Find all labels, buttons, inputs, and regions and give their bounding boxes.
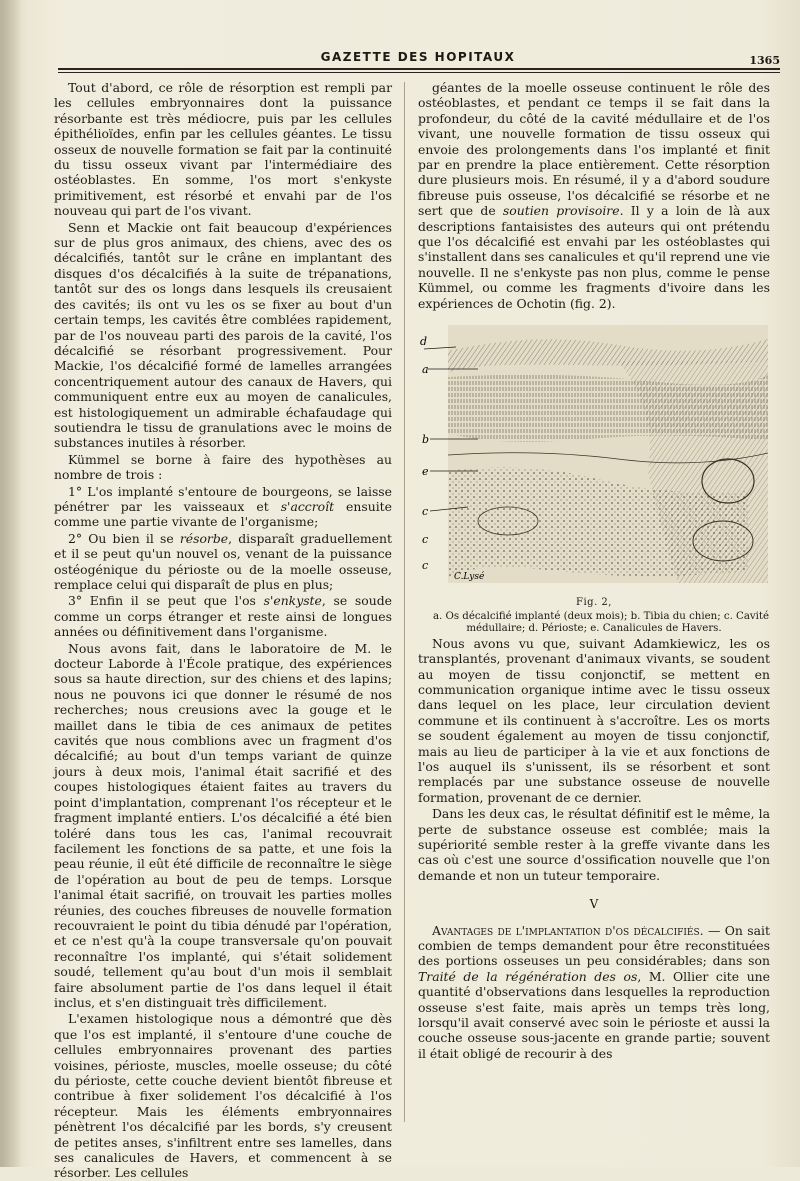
text-run: , se soude comme un corps étranger et reste ainsi de longues années ou définitivement dans l'organisme. (54, 593, 392, 640)
paragraph: L'examen histologique nous a démontré que dès que l'os est implanté, il s'entoure d'une couche de cellules embryonnaires provenant des parties voisines, périoste, muscles, moelle osseuse; du côté du périoste, cette couche devient bientôt fibreuse et contribue à fixer solidement l'os décalcifié à l'os récepteur. Mais les éléments embryonnaires pénètrent l'os décalcifié par les bords, s'y creusent de petites anses, s'infiltrent entre ses lamelles, dans ses canalicules de Havers, et commencent à se résorber. Les cellules (54, 1011, 392, 1181)
text-run: 1° L'os implanté s'entoure de bourgeons, se laisse pénétrer par les vaisseaux et (54, 483, 392, 514)
paragraph: Nous avons vu que, suivant Adamkiewicz, les os transplantés, provenant d'animaux vivants, se soudent au moyen de tissu conjonctif, se mettent en communication organique intime avec le tissu osseux dans lequel on les place, leur circulation devient commune et ils continuent à s'accroître. Les os morts se soudent également au moyen de tissu conjonctif, mais au lieu de participer à la vie et aux fonctions de l'os auquel ils s'unissent, ils se résorbent et sont remplacés par une substance osseuse de nouvelle formation, provenant de ce dernier. (418, 635, 770, 805)
running-title: GAZETTE DES HOPITAUX (320, 50, 516, 64)
engraver-signature: C.Lysé (454, 572, 485, 583)
histology-engraving (418, 321, 770, 589)
text-run: 2° Ou bien il se (68, 530, 180, 546)
figure-2 (418, 321, 770, 636)
binding-shadow (0, 0, 22, 1167)
emphasis: soutien provisoire (502, 203, 620, 219)
label-d: d (420, 335, 428, 349)
header-rule-thin (58, 72, 780, 73)
emphasis: résorbe (179, 530, 229, 546)
label-b: b (422, 433, 430, 447)
figure-caption: a. Os décalcifié implanté (deux mois); b. Tibia du chien; c. Cavité médullaire; d. Périoste; e. Canalicules de Havers. (432, 610, 770, 635)
list-item (54, 531, 392, 593)
paragraph: Senn et Mackie ont fait beaucoup d'expériences sur de plus gros animaux, des chiens, avec des os décalcifiés, tantôt sur le crâne en implantant des disques d'os décalcifiés à la suite de trépanations, tantôt sur des os longs dans lesquels ils creusaient des cavités; ils ont vu les os se fixer au bout d'un certain temps, les cavités être comblées rapidement, par de l'os nouveau parti des parois de la cavité, l'os décalcifié se résorbant progressivement. Pour Mackie, l'os décalcifié formé de lamelles arrangées concentriquement autour des canaux de Havers, qui communiquent entre eux au moyen de canalicules, est histologiquement un admirable échafaudage qui soutiendra le tissu de granulations avec le moins de substances inutiles à résorber. (54, 219, 392, 451)
text-run: 3° Enfin il se peut que l'os (68, 593, 264, 609)
page-number: 1365 (749, 54, 780, 67)
figure-title: Fig. 2, (576, 597, 612, 609)
section-heading: Avantages de l'implantation d'os décalcifiés. (432, 922, 704, 938)
paragraph: Kümmel se borne à faire des hypothèses au nombre de trois : (54, 451, 392, 483)
list-item (54, 593, 392, 639)
text-run: — On sait combien de temps demandent pour être reconstituées des portions osseuses un peu considérables; dans son (418, 922, 770, 969)
paragraph: Nous avons fait, dans le laboratoire de M. le docteur Laborde à l'École pratique, des expériences sous sa haute direction, sur des chiens et des lapins; nous ne pouvons ici que donner le résumé de nos recherches; nous creusions avec la gouge et le maillet dans le tibia de ces animaux de petites cavités que nous comblions avec un fragment d'os décalcifié; au bout d'un temps variant de quinze jours à deux mois, l'animal était sacrifié et des coupes histologiques étaient faites au travers du point d'implantation, comprenant l'os récepteur et le fragment implanté entiers. L'os décalcifié a été bien toléré dans tous les cas, l'animal recouvrait facilement les fonctions de sa patte, et une fois la peau réunie, il eût été difficile de reconnaître le siège de l'opération au bout de peu de temps. Lorsque l'animal était sacrifié, on trouvait les parties molles réunies, des couches fibreuses de nouvelle formation recouvraient le point du tibia dénudé par l'opération, et ce n'est qu'à la coupe transversale qu'on pouvait reconnaître l'os implanté, qui s'était solidement soudé, tellement qu'au bout d'un mois il semblait faire absolument partie de l'os dans lequel il était inclus, et s'en distinguait très difficilement. (54, 640, 392, 1010)
paragraph: Tout d'abord, ce rôle de résorption est rempli par les cellules embryonnaires dont la puissance résorbante est très médiocre, puis par les cellules épithélioïdes, enfin par les cellules géantes. Le tissu osseux de nouvelle formation se fait par la continuité du tissu osseux vivant par l'intermédiaire des ostéoblastes. En somme, l'os mort s'enkyste primitivement, est résorbé et envahi par de l'os nouveau qui part de l'os vivant. (54, 80, 392, 219)
label-c: c (422, 533, 429, 547)
emphasis: s'accroît (280, 498, 335, 514)
text-run: géantes de la moelle osseuse continuent le rôle des ostéoblastes, et pendant ce temps il se fait dans la profondeur, du côté de la cavité médullaire et de l'os vivant, une nouvelle formation de tissu osseux qui envoie des prolongements dans l'os implanté et finit par en prendre la place entièrement. Cette résorption dure plusieurs mois. En résumé, il y a d'abord soudure fibreuse puis osseuse, l'os décalcifié se résorbe et ne sert que de (418, 80, 770, 219)
column-divider (404, 82, 405, 1122)
label-c: c (422, 505, 429, 519)
section-number: V (589, 897, 599, 912)
label-a: a (422, 363, 429, 377)
paragraph: Dans les deux cas, le résultat définitif est le même, la perte de substance osseuse est comblée; mais la supériorité semble rester à la greffe vivante dans les cas où c'est une source d'ossification nouvelle que l'on demande et non un tuteur temporaire. (418, 806, 770, 883)
emphasis: s'enkyste (263, 593, 322, 609)
paragraph (418, 923, 770, 1062)
page-header (58, 44, 780, 78)
list-item (54, 484, 392, 530)
book-title: Traité de la régénération des os (418, 968, 638, 984)
left-column (54, 80, 392, 1181)
text-run: ensuite comme une partie vivante de l'organisme; (54, 498, 392, 530)
right-column (418, 80, 770, 1061)
label-c: c (422, 559, 429, 573)
paragraph (418, 80, 770, 311)
text-run: , disparaît graduellement et il se peut qu'un nouvel os, venant de la puissance ostéogénique du périoste ou de la moelle osseuse, remplace celui qui disparaît de plus en plus; (54, 530, 392, 592)
text-run: . Il y a loin de là aux descriptions fantaisistes des auteurs qui ont prétendu que l'os décalcifié est envahi par les ostéoblastes qui s'installent dans ses canalicules et qu'il reprend une vie nouvelle. Il ne s'enkyste pas non plus, comme le pense Kümmel, ou comme les fragments d'ivoire dans les expériences de Ochotin (fig. 2). (418, 203, 770, 311)
label-e: e (422, 465, 429, 479)
header-rule (58, 68, 780, 70)
text-run: , M. Ollier cite une quantité d'observations dans lesquelles la reproduction osseuse s'est faite, mais après un temps très long, lorsqu'il avait conservé avec soin le périoste et aussi la couche osseuse sous-jacente en grande partie; souvent il était obligé de recourir à des (418, 968, 770, 1061)
